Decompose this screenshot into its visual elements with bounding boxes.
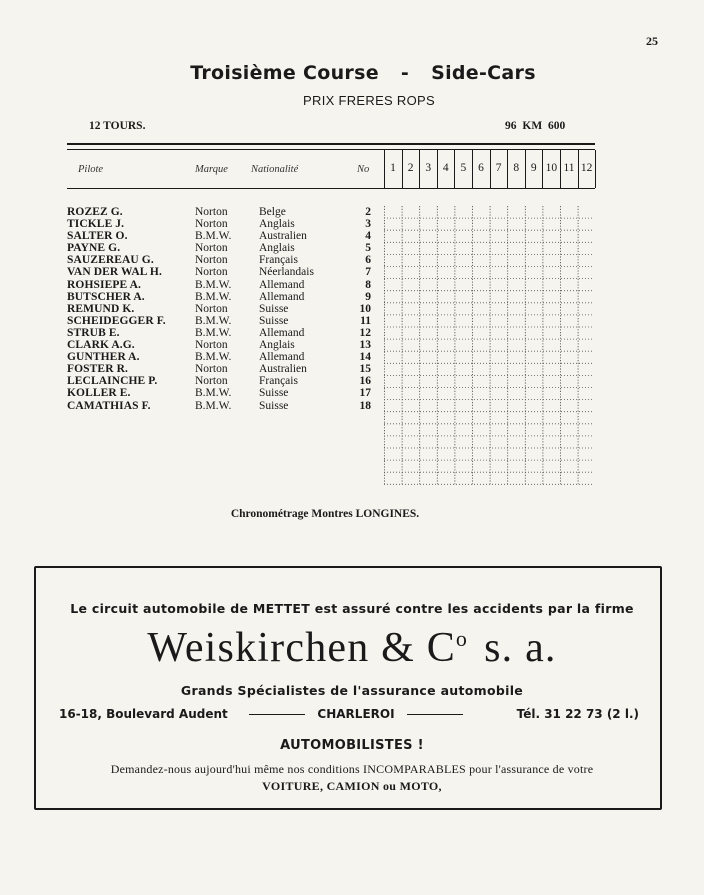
table-row [67,206,387,218]
make: Norton [195,206,228,218]
nationality: Suisse [259,302,289,315]
lap-header: 9 [530,162,537,174]
make: B.M.W. [195,278,232,291]
ad-phone: Tél. 31 22 73 (2 l.) [516,707,639,721]
race-number: 2 [365,206,371,218]
driver-name: LECLAINCHE P. [67,375,158,388]
header-second-rule [67,149,595,150]
lap-header: 8 [513,162,520,174]
lap-header: 10 [545,162,558,174]
driver-name: REMUND K. [67,302,135,315]
contact-separator [249,714,305,715]
nationality: Australien [259,230,307,243]
driver-name: PAYNE G. [67,242,121,255]
timing-note: Chronométrage Montres LONGINES. [230,508,420,520]
make: Norton [195,218,228,231]
table-row [67,400,387,412]
race-number: 15 [359,363,371,376]
header-top-rule [67,143,595,145]
make: B.M.W. [195,290,232,303]
contact-separator [407,714,463,715]
entry-list [67,206,387,412]
race-number: 12 [359,326,371,339]
lap-header: 12 [580,162,593,174]
race-title [0,62,704,84]
nationality: Allemand [259,278,305,291]
table-row [67,254,387,266]
lap-header: 2 [407,162,414,174]
nationality: Allemand [259,290,305,303]
header-nationality: Nationalité [251,164,299,175]
race-number: 11 [360,314,371,327]
race-number: 7 [365,266,371,279]
lap-header: 6 [478,162,484,174]
table-row [67,315,387,327]
driver-name: VAN DER WAL H. [67,266,162,279]
table-row [67,218,387,230]
lap-header: 5 [460,162,467,174]
nationality: Allemand [259,351,305,364]
table-row [67,279,387,291]
make: B.M.W. [195,351,232,364]
company-suffix: s. a. [484,625,557,671]
race-number: 17 [359,387,371,400]
ad-call-to-action: AUTOMOBILISTES ! [280,738,424,753]
nationality: Anglais [259,218,295,231]
race-number: 8 [365,278,371,291]
driver-name: CAMATHIAS F. [67,399,151,412]
ad-vehicles: VOITURE, CAMION ou MOTO, [262,779,442,793]
company-superscript: o [455,626,469,651]
driver-name: STRUB E. [67,326,120,339]
driver-name: SCHEIDEGGER F. [67,314,166,327]
table-row [67,230,387,242]
race-distance: 96 KM 600 [505,120,566,132]
driver-name: KOLLER E. [67,387,131,400]
race-number: 16 [359,375,371,388]
lap-header: 7 [495,162,502,174]
nationality: Néerlandais [259,266,314,279]
driver-name: ROHSIEPE A. [67,278,141,291]
table-row [67,242,387,254]
driver-name: TICKLE J. [67,218,125,231]
race-number: 14 [359,351,371,364]
table-row [67,375,387,387]
make: Norton [195,266,228,279]
title-dash: - [400,62,410,84]
ad-intro: Le circuit automobile de METTET est assuré contre les accidents par la firme [70,601,634,616]
make: Norton [195,242,228,255]
table-row [67,339,387,351]
header-driver: Pilote [78,164,104,175]
race-category: Side-Cars [431,62,536,84]
nationality: Anglais [259,242,295,255]
race-number: 6 [365,254,371,267]
lap-header: 3 [425,162,432,174]
race-number: 10 [359,302,371,315]
table-row [67,387,387,399]
header-number: No [357,164,370,175]
make: B.M.W. [195,399,232,412]
table-row [67,327,387,339]
make: Norton [195,254,228,267]
race-name: Troisième Course [190,62,379,84]
table-row [67,266,387,278]
lap-count: 12 TOURS. [89,120,146,132]
race-number: 3 [365,218,371,231]
driver-name: CLARK A.G. [67,339,135,352]
table-row [67,291,387,303]
driver-name: FOSTER R. [67,363,128,376]
lap-header: 1 [390,162,396,174]
table-row [67,303,387,315]
header-make: Marque [195,164,228,175]
make: Norton [195,375,228,388]
page-number: 25 [646,34,658,48]
race-number: 18 [359,399,371,412]
driver-name: SAUZEREAU G. [67,254,154,267]
race-number: 5 [365,242,371,255]
make: B.M.W. [195,326,232,339]
ad-address: 16-18, Boulevard Audent [59,707,228,721]
nationality: Australien [259,363,307,376]
race-number: 4 [365,230,371,243]
make: Norton [195,302,228,315]
nationality: Suisse [259,314,289,327]
lap-header: 4 [442,162,449,174]
nationality: Allemand [259,326,305,339]
driver-name: BUTSCHER A. [67,290,145,303]
make: B.M.W. [195,230,232,243]
driver-name: ROZEZ G. [67,206,123,218]
ad-tagline: Grands Spécialistes de l'assurance automobile [180,683,524,698]
header-bottom-rule [67,188,595,189]
nationality: Français [259,254,298,267]
nationality: Anglais [259,339,295,352]
prize-name: PRIX FRERES ROPS [303,93,435,108]
make: Norton [195,363,228,376]
make: B.M.W. [195,387,232,400]
race-number: 9 [365,290,371,303]
make: Norton [195,339,228,352]
race-number: 13 [359,339,371,352]
nationality: Belge [259,206,286,218]
driver-name: SALTER O. [67,230,128,243]
make: B.M.W. [195,314,232,327]
ad-offer: Demandez-nous aujourd'hui même nos conditions INCOMPARABLES pour l'assurance de votre [110,762,594,776]
ad-company-name [0,624,704,672]
nationality: Suisse [259,399,289,412]
ad-city: CHARLEROI [317,707,395,721]
table-row [67,363,387,375]
nationality: Suisse [259,387,289,400]
lap-timing-grid [384,206,594,486]
nationality: Français [259,375,298,388]
company-name: Weiskirchen & C [147,625,456,671]
table-row [67,351,387,363]
driver-name: GUNTHER A. [67,351,140,364]
ad-contact-line [59,707,639,721]
lap-header: 11 [563,162,575,174]
